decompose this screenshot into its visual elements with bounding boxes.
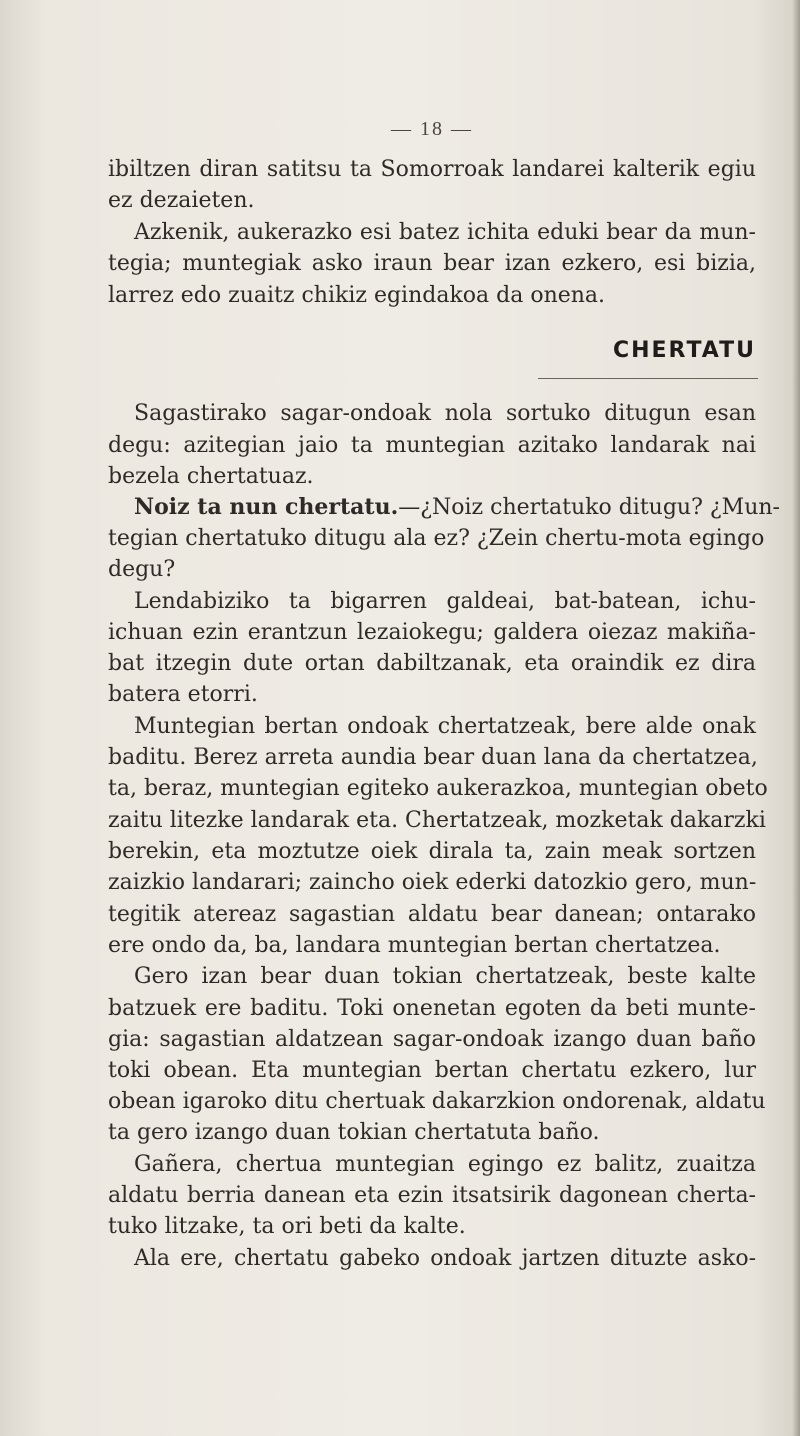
text-line: aldatu berria danean eta ezin itsatsirik dagonean cherta- xyxy=(108,1183,756,1208)
text-line: degu: azitegian jaio ta muntegian azitako landarak nai xyxy=(108,433,756,458)
text-line: gia: sagastian aldatzean sagar-ondoak izango duan baño xyxy=(108,1027,756,1052)
text-line: bezela chertatuaz. xyxy=(108,464,314,489)
subheading-noiz-ta-nun: Noiz ta nun chertatu. xyxy=(134,494,399,520)
text-span: —¿Noiz chertatuko ditugu? ¿Mun- xyxy=(398,495,780,520)
text-line: degu? xyxy=(108,557,176,582)
text-line: ta gero izango duan tokian chertatuta baño. xyxy=(108,1120,600,1145)
text-line: ere ondo da, ba, landara muntegian bertan chertatzea. xyxy=(108,933,721,958)
text-line: tegian chertatuko ditugu ala ez? ¿Zein chertu-mota egingo xyxy=(108,526,765,551)
text-line: zaizkio landarari; zaincho oiek ederki datozkio gero, mun- xyxy=(108,870,757,895)
section-heading: CHERTATU xyxy=(612,338,756,363)
page-number: — 18 — xyxy=(391,118,473,140)
text-line: ta, beraz, muntegian egiteko aukerazkoa, muntegian obeto xyxy=(108,776,768,801)
text-line: Sagastirako sagar-ondoak nola sortuko ditugun esan xyxy=(134,401,756,426)
text-line: Gañera, chertua muntegian egingo ez balitz, zuaitza xyxy=(134,1152,756,1177)
text-line: tuko litzake, ta ori beti da kalte. xyxy=(108,1214,466,1239)
text-line: larrez edo zuaitz chikiz egindakoa da onena. xyxy=(108,283,606,308)
text-line: berekin, eta moztutze oiek dirala ta, zain meak sortzen xyxy=(108,839,756,864)
text-line: obean igaroko ditu chertuak dakarzkion ondorenak, aldatu xyxy=(108,1089,766,1114)
text-line: baditu. Berez arreta aundia bear duan lana da chertatzea, xyxy=(108,745,758,770)
text-line: ichuan ezin erantzun lezaiokegu; galdera oiezaz makiña- xyxy=(108,620,756,645)
text-line: bat itzegin dute ortan dabiltzanak, eta oraindik ez dira xyxy=(108,651,756,676)
text-line: Muntegian bertan ondoak chertatzeak, bere alde onak xyxy=(134,714,756,739)
text-line: ez dezaieten. xyxy=(108,188,255,213)
text-line: zaitu litezke landarak eta. Chertatzeak, mozketak dakarzki xyxy=(108,808,766,833)
text-line: Azkenik, aukerazko esi batez ichita eduki bear da mun- xyxy=(134,220,756,245)
text-line: batzuek ere baditu. Toki onenetan egoten da beti munte- xyxy=(108,996,756,1021)
text-line: ibiltzen diran satitsu ta Somorroak landarei kalterik egiu xyxy=(108,157,756,182)
heading-underline xyxy=(538,378,758,379)
text-line: tegitik atereaz sagastian aldatu bear danean; ontarako xyxy=(108,902,756,927)
page-edge-shadow xyxy=(792,0,800,1436)
text-line: tegia; muntegiak asko iraun bear izan ezkero, esi bizia, xyxy=(108,251,756,276)
text-line: toki obean. Eta muntegian bertan chertatu ezkero, lur xyxy=(108,1058,756,1083)
text-line: batera etorri. xyxy=(108,682,258,707)
text-line: Ala ere, chertatu gabeko ondoak jartzen dituzte asko- xyxy=(134,1246,756,1271)
text-line: Lendabiziko ta bigarren galdeai, bat-batean, ichu- xyxy=(134,589,756,614)
text-line xyxy=(108,493,780,522)
text-line: Gero izan bear duan tokian chertatzeak, beste kalte xyxy=(134,964,756,989)
